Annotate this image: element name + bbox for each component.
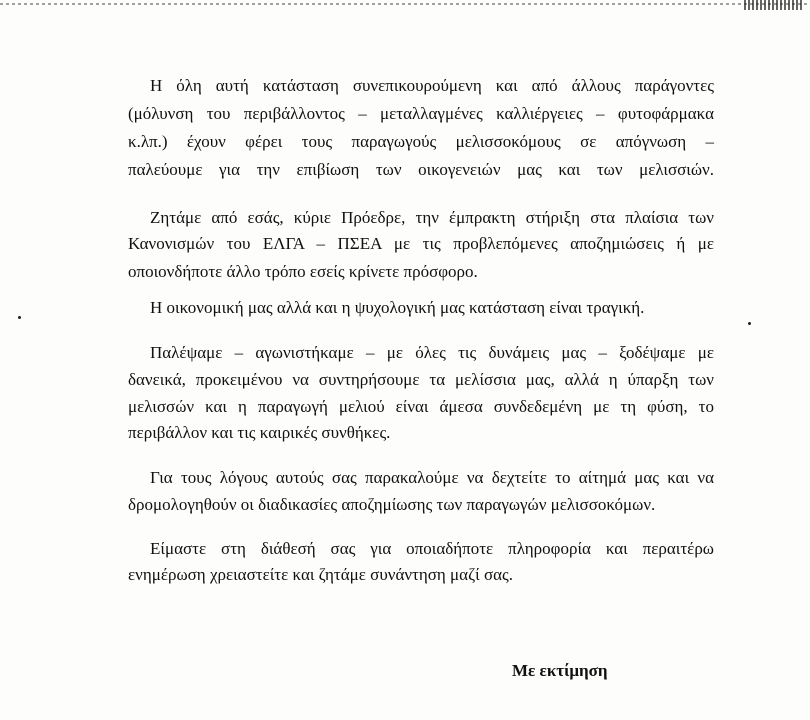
closing-salutation: Με εκτίμηση	[512, 661, 608, 680]
p3-line1: Η οικονομική μας αλλά και η ψυχολογική μας κατάσταση είναι τραγική.	[150, 298, 645, 317]
p1-line3: κ.λπ.) έχουν φέρει τους παραγωγούς μελισσοκόμους σε απόγνωση –	[128, 132, 714, 151]
scan-speck	[18, 316, 21, 319]
p6-line2: ενημέρωση χρειαστείτε και ζητάμε συνάντηση μαζί σας.	[128, 565, 513, 584]
scan-speck	[748, 322, 751, 325]
p6-line1: Είμαστε στη διάθεσή σας για οποιαδήποτε πληροφορία και περαιτέρω	[150, 539, 714, 558]
p2-line1: Ζητάμε από εσάς, κύριε Πρόεδρε, την έμπρακτη στήριξη στα πλαίσια των	[150, 208, 714, 227]
scan-edge-line	[0, 3, 810, 5]
p5-line1: Για τους λόγους αυτούς σας παρακαλούμε να δεχτείτε το αίτημά μας και να	[150, 468, 714, 487]
p2-line3: οποιονδήποτε άλλο τρόπο εσείς κρίνετε πρόσφορο.	[128, 262, 478, 281]
p2-line2: Κανονισμών του ΕΛΓΑ – ΠΣΕΑ με τις προβλεπόμενες αποζημιώσεις ή με	[128, 234, 714, 253]
p4-line2: δανεικά, προκειμένου να συντηρήσουμε τα μελίσσια μας, αλλά η ύπαρξη των	[128, 370, 714, 389]
p5-line2: δρομολογηθούν οι διαδικασίες αποζημίωσης των παραγωγών μελισσοκόμων.	[128, 495, 656, 514]
p1-line4: παλεύουμε για την επιβίωση των οικογενειών μας και των μελισσιών.	[128, 160, 714, 179]
p1-line1: Η όλη αυτή κατάσταση συνεπικουρούμενη και από άλλους παράγοντες	[150, 76, 714, 95]
p4-line3: μελισσών και η παραγωγή μελιού είναι άμεσα συνδεδεμένη με τη φύση, το	[128, 397, 714, 416]
p4-line4: περιβάλλον και τις καιρικές συνθήκες.	[128, 423, 391, 442]
p4-line1: Παλέψαμε – αγωνιστήκαμε – με όλες τις δυνάμεις μας – ξοδέψαμε με	[150, 343, 714, 362]
scan-corner-mark	[744, 0, 804, 10]
p1-line2: (μόλυνση του περιβάλλοντος – μεταλλαγμένες καλλιέργειες – φυτοφάρμακα	[128, 104, 714, 123]
